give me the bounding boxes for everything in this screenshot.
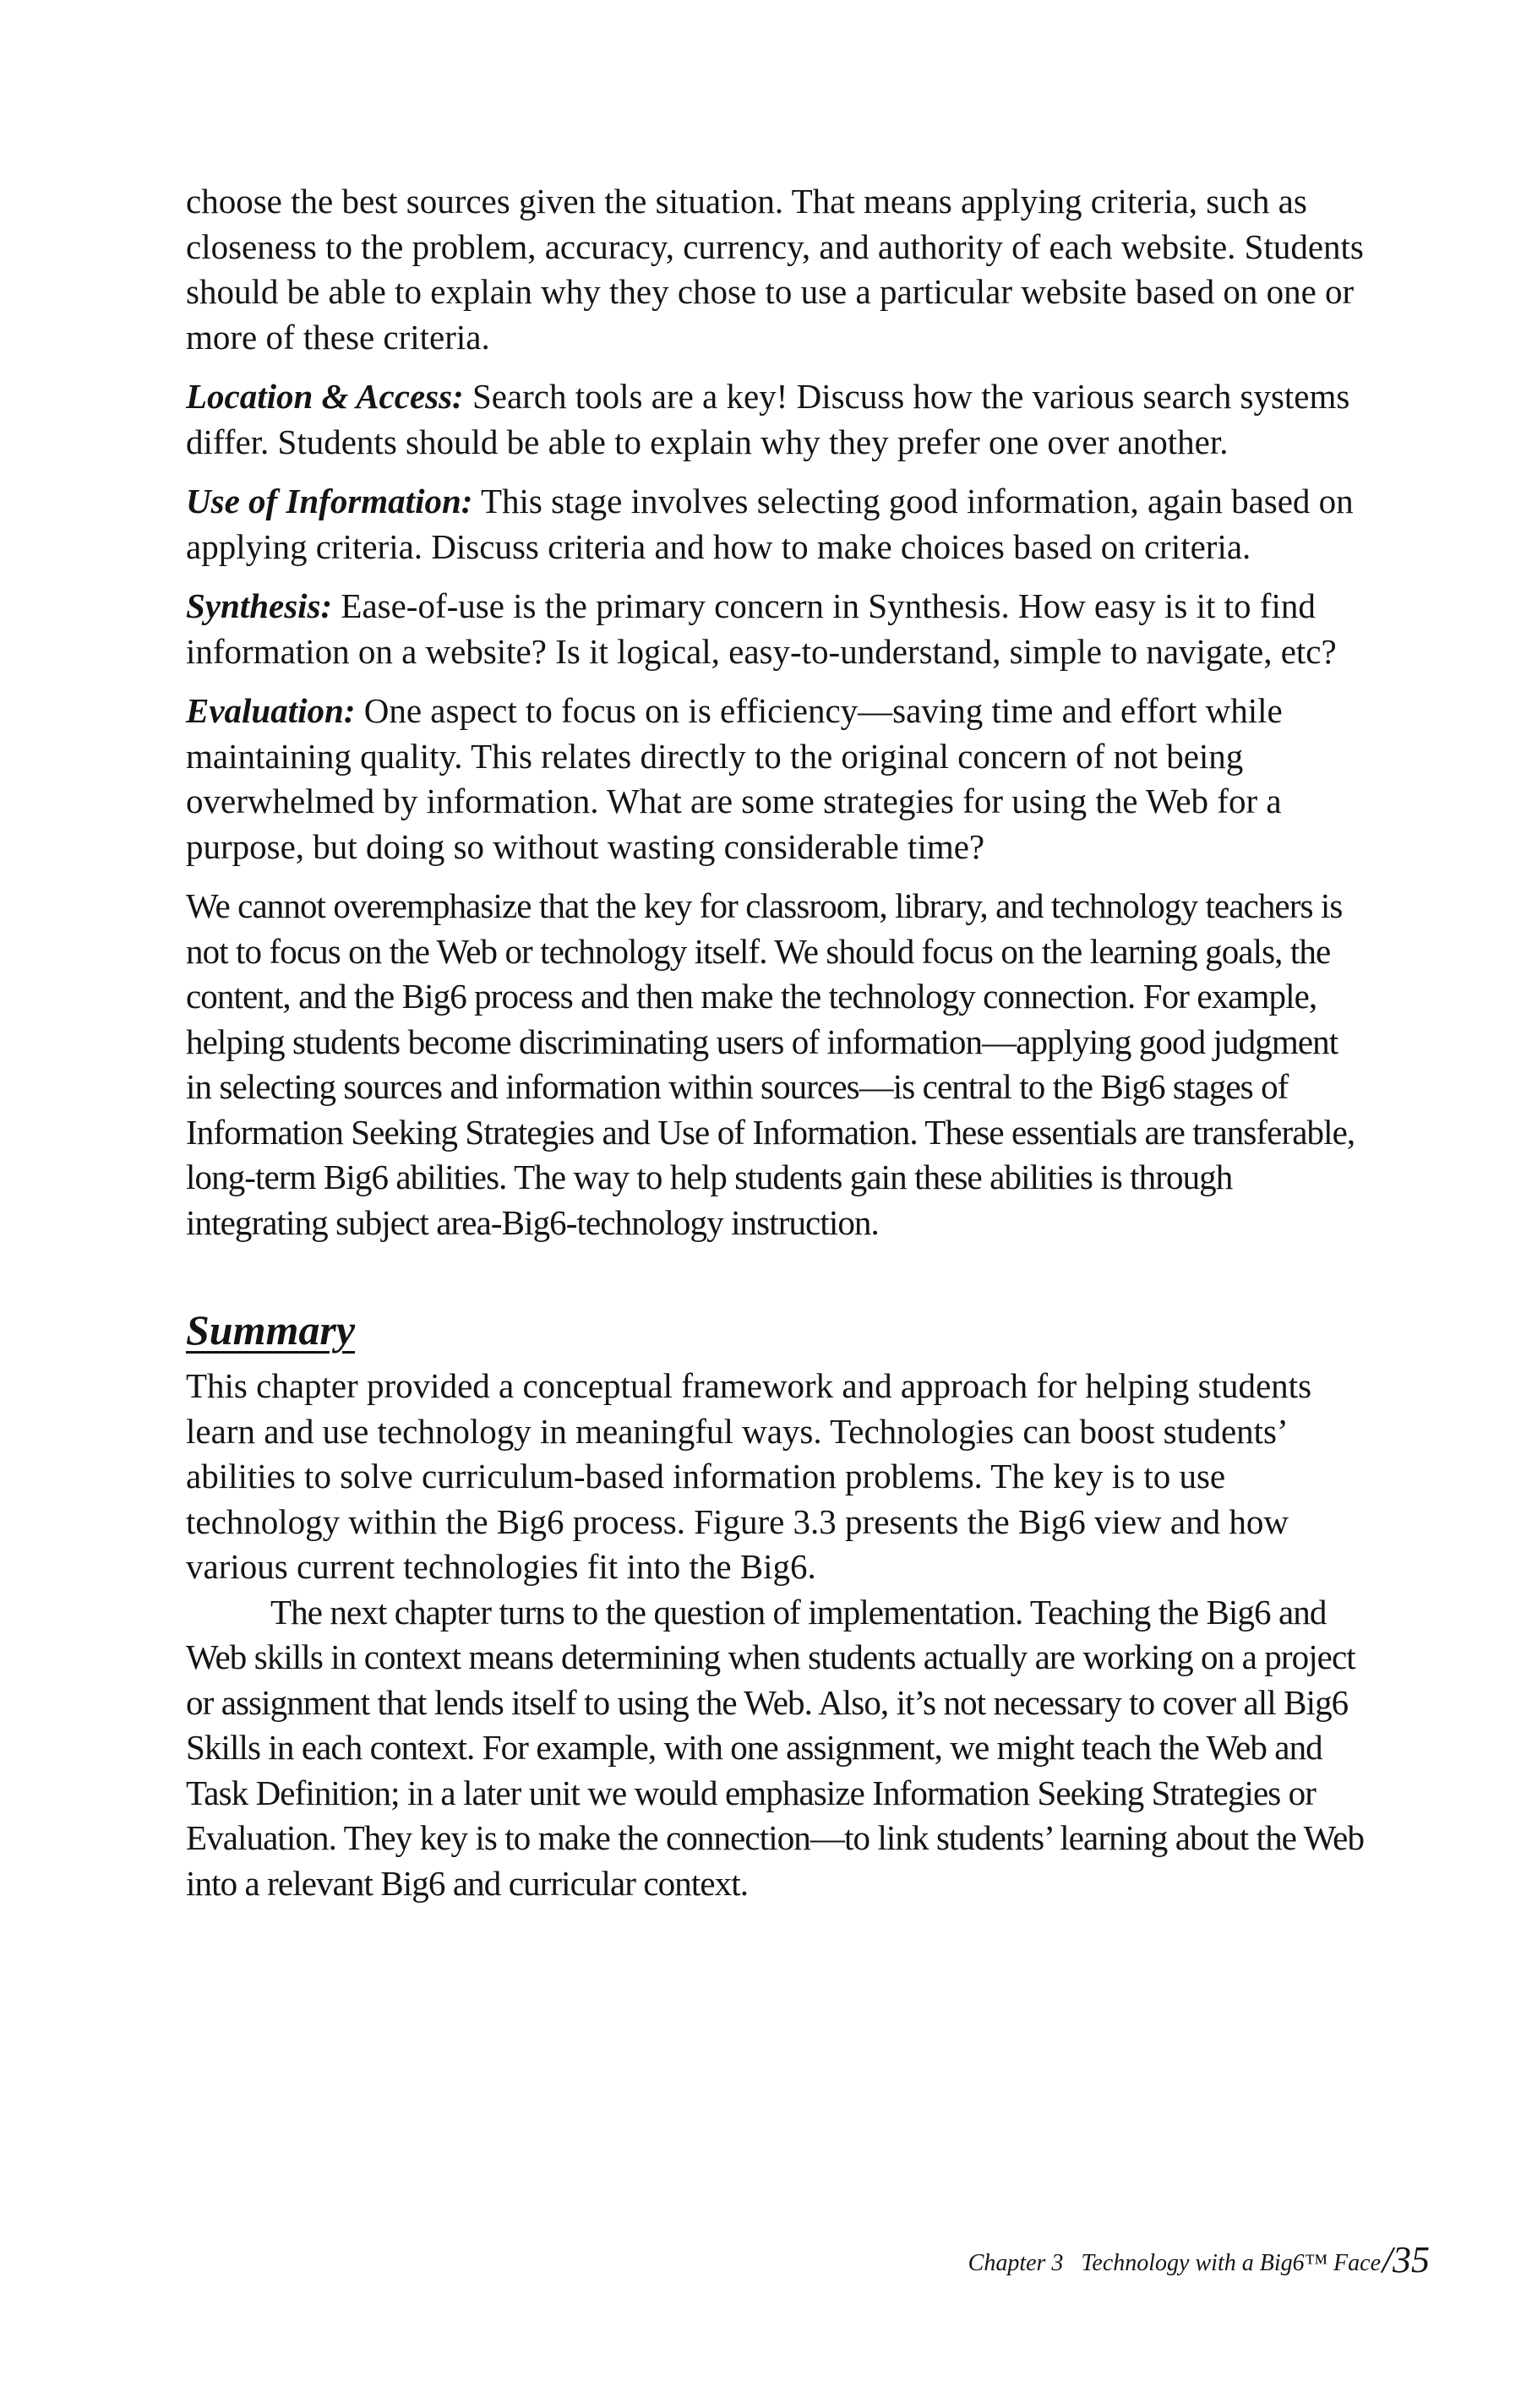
summary-section bbox=[186, 1305, 1369, 1906]
criteria-evaluation bbox=[186, 689, 1369, 869]
summary-paragraph-1: This chapter provided a conceptual framework and approach for helping students learn and use technology in meaningful ways. Technologies can boost students’ abilities to solve curriculum-based information problems. The key is to use technology within the Big6 process. Figure 3.3 presents the Big6 view and how various current technologies fit into the Big6. bbox=[186, 1366, 1312, 1586]
criteria-text: Search tools are a key! Discuss how the various search systems differ. Students should be able to explain why they prefer one over another. bbox=[186, 377, 1350, 461]
criteria-text: Ease-of-use is the primary concern in Synthesis. How easy is it to find information on a website? Is it logical, easy-to-understand, simple to navigate, etc? bbox=[186, 586, 1337, 671]
emphasis-paragraph: We cannot overemphasize that the key for classroom, library, and technology teachers is not to focus on the Web or technology itself. We should focus on the learning goals, the content, and the Big6 process and then make the technology connection. For example, helping students become discriminating users of information—applying good judgment in selecting sources and information within sources—is central to the Big6 stages of Information Seeking Strategies and Use of Information. These essentials are transferable, long-term Big6 abilities. The way to help students gain these abilities is through integrating subject area-Big6-technology instruction. bbox=[186, 886, 1355, 1242]
criteria-use-of-information bbox=[186, 479, 1369, 569]
criteria-synthesis bbox=[186, 584, 1369, 674]
criteria-label: Synthesis: bbox=[186, 586, 333, 625]
criteria-label: Evaluation: bbox=[186, 691, 356, 730]
summary-paragraph-2: The next chapter turns to the question of implementation. Teaching the Big6 and Web skills in context means determining when students actually are working on a project or assignment that lends itself to using the Web. Also, it’s not necessary to cover all Big6 Skills in each context. For example, with one assignment, we might teach the Web and Task Definition; in a later unit we would emphasize Information Seeking Strategies or Evaluation. They key is to make the connection—to link students’ learning about the Web into a relevant Big6 and curricular context. bbox=[186, 1592, 1365, 1903]
running-head: Chapter 3 Technology with a Big6™ Face bbox=[968, 2250, 1381, 2276]
page-number: /35 bbox=[1382, 2239, 1430, 2280]
criteria-text: This stage involves selecting good information, again based on applying criteria. Discuss criteria and how to make choices based on criteria. bbox=[186, 482, 1354, 566]
summary-heading: Summary bbox=[186, 1306, 356, 1354]
criteria-text: One aspect to focus on is efficiency—saving time and effort while maintaining quality. This relates directly to the original concern of not being overwhelmed by information. What are some strategies for using the Web for a purpose, but doing so without wasting considerable time? bbox=[186, 691, 1283, 866]
page-footer bbox=[0, 2235, 1521, 2280]
criteria-label: Use of Information: bbox=[186, 482, 473, 520]
continued-paragraph: choose the best sources given the situation. That means applying criteria, such as closeness to the problem, accuracy, currency, and authority of each website. Students should be able to explain why they chose to use a particular website based on one or more of these criteria. bbox=[186, 182, 1364, 357]
criteria-location-access bbox=[186, 374, 1369, 465]
page-body bbox=[186, 179, 1369, 1906]
criteria-label: Location & Access: bbox=[186, 377, 464, 416]
